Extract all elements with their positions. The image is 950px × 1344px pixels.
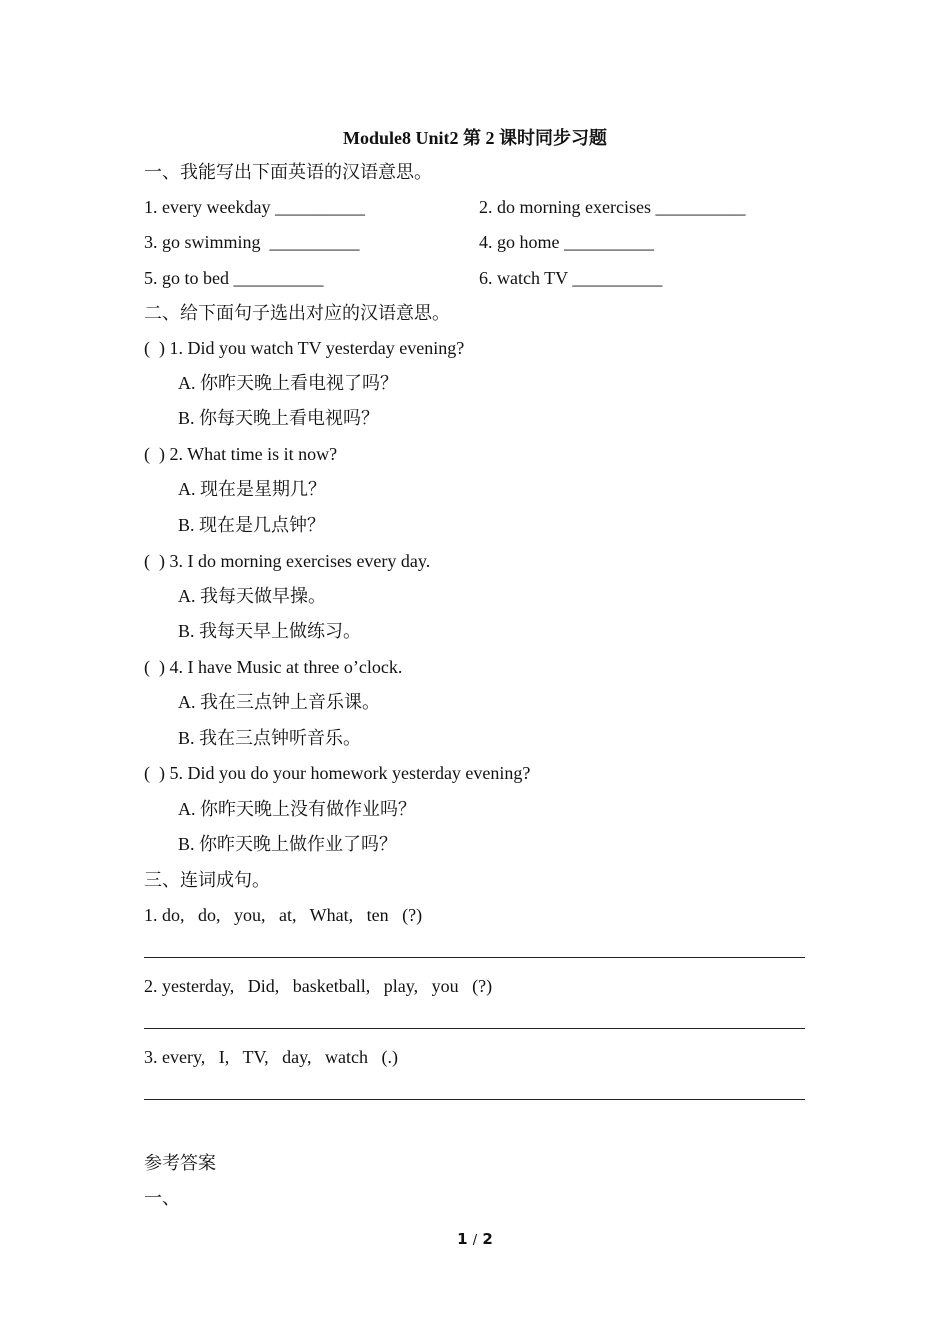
- section1-heading: 一、我能写出下面英语的汉语意思。: [144, 162, 432, 182]
- question-3-option-b: B. 我每天早上做练习。: [178, 621, 362, 641]
- answer-line-3: [144, 1099, 805, 1100]
- question-5-option-a: A. 你昨天晚上没有做作业吗？: [178, 799, 416, 819]
- question-1: ( ) 1. Did you watch TV yesterday evening?: [144, 338, 465, 358]
- answers-section-1: 一、: [144, 1188, 180, 1208]
- section1-item: 2. do morning exercises __________: [479, 197, 746, 217]
- question-2-option-b: B. 现在是几点钟？: [178, 515, 326, 535]
- question-2: ( ) 2. What time is it now?: [144, 444, 338, 464]
- section1-item: 1. every weekday __________: [144, 197, 365, 217]
- question-2-option-a: A. 现在是星期几？: [178, 479, 326, 499]
- question-1-option-a: A. 你昨天晚上看电视了吗？: [178, 373, 398, 393]
- section3-item-2: 2. yesterday, Did, basketball, play, you (?): [144, 976, 493, 996]
- question-4-option-b: B. 我在三点钟听音乐。: [178, 728, 362, 748]
- question-5: ( ) 5. Did you do your homework yesterday evening?: [144, 763, 531, 783]
- answer-line-2: [144, 1028, 805, 1029]
- question-4: ( ) 4. I have Music at three o’clock.: [144, 657, 403, 677]
- question-3-option-a: A. 我每天做早操。: [178, 586, 326, 606]
- question-5-option-b: B. 你昨天晚上做作业了吗？: [178, 834, 398, 854]
- section1-item: 5. go to bed __________: [144, 268, 324, 288]
- section1-item: 4. go home __________: [479, 232, 654, 252]
- section1-item: 3. go swimming __________: [144, 232, 360, 252]
- page-title: Module8 Unit2 第 2 课时同步习题: [342, 128, 607, 148]
- page-current: 1: [457, 1230, 468, 1248]
- page-number: [0, 1230, 950, 1248]
- question-1-option-b: B. 你每天晚上看电视吗？: [178, 408, 380, 428]
- answer-line-1: [144, 957, 805, 958]
- question-4-option-a: A. 我在三点钟上音乐课。: [178, 692, 380, 712]
- answers-heading: 参考答案: [144, 1153, 216, 1173]
- page-total: 2: [482, 1230, 493, 1248]
- section3-item-1: 1. do, do, you, at, What, ten (?): [144, 905, 423, 925]
- section3-item-3: 3. every, I, TV, day, watch (.): [144, 1047, 398, 1067]
- page-separator: /: [472, 1233, 478, 1248]
- section3-heading: 三、连词成句。: [144, 870, 270, 890]
- section2-heading: 二、给下面句子选出对应的汉语意思。: [144, 303, 450, 323]
- question-3: ( ) 3. I do morning exercises every day.: [144, 551, 431, 571]
- section1-item: 6. watch TV __________: [479, 268, 663, 288]
